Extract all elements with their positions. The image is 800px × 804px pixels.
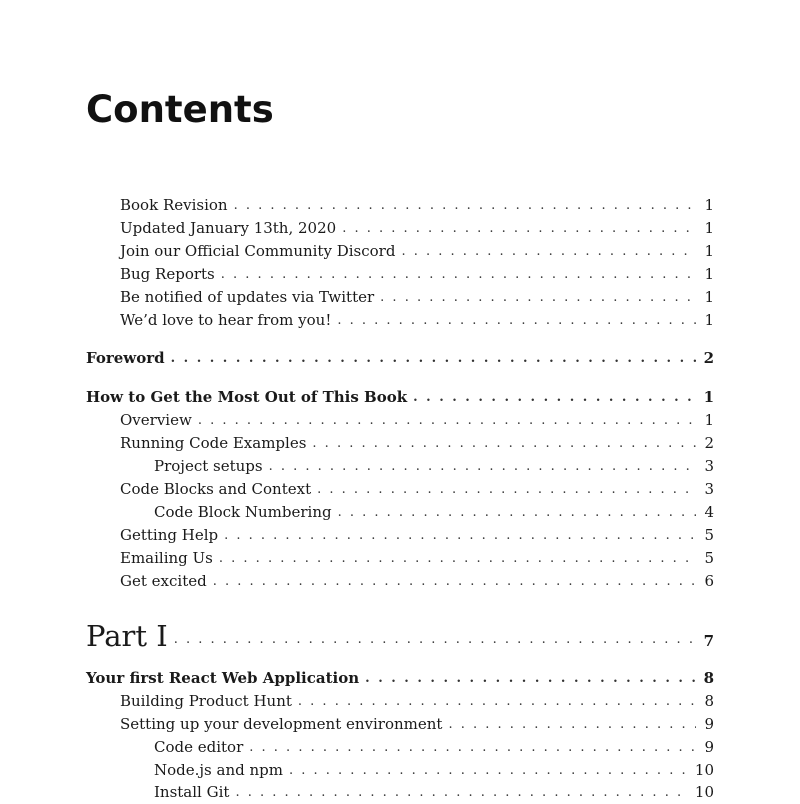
toc-entry-page: 2: [704, 434, 714, 452]
toc-entry-bug-reports[interactable]: [120, 264, 714, 286]
toc-entry-book-revision[interactable]: [120, 195, 714, 217]
dot-leader: [235, 783, 688, 803]
toc-entry-twitter[interactable]: [120, 287, 714, 309]
toc-entry-label: Getting Help: [120, 526, 219, 544]
toc-entry-label: Be notified of updates via Twitter: [120, 288, 375, 306]
dot-leader: [413, 388, 696, 408]
toc-entry-label: Get excited: [120, 572, 207, 590]
toc-entry-label: Code editor: [154, 738, 244, 756]
dot-leader: [234, 196, 696, 216]
toc-entry-discord[interactable]: [120, 241, 714, 263]
dot-leader: [171, 349, 696, 369]
dot-leader: [317, 480, 696, 500]
dot-leader: [224, 526, 696, 546]
toc-entry-getting-help[interactable]: [120, 525, 714, 547]
dot-leader: [213, 572, 696, 592]
toc-entry-page: 1: [704, 219, 714, 237]
dot-leader: [249, 738, 696, 758]
toc-entry-label: Running Code Examples: [120, 434, 307, 452]
toc-entry-label: Install Git: [154, 783, 230, 801]
dot-leader: [298, 692, 696, 712]
toc-entry-how-to-get-most[interactable]: [86, 387, 714, 409]
toc-entry-running-code[interactable]: [120, 433, 714, 455]
toc-entry-dev-environment[interactable]: [120, 714, 714, 736]
dot-leader: [269, 457, 696, 477]
dot-leader: [380, 288, 696, 308]
toc-entry-label: We’d love to hear from you!: [120, 311, 332, 329]
dot-leader: [219, 549, 696, 569]
toc-entry-label: Updated January 13th, 2020: [120, 219, 337, 237]
toc-entry-emailing-us[interactable]: [120, 548, 714, 570]
toc-entry-first-react-app[interactable]: [86, 668, 714, 690]
toc-entry-label: Bug Reports: [120, 265, 215, 283]
toc-entry-code-block-numbering[interactable]: [154, 502, 714, 524]
toc-entry-page: 9: [704, 738, 714, 756]
toc-entry-page: 8: [704, 692, 714, 710]
dot-leader: [365, 669, 696, 689]
toc-entry-label: Your first React Web Application: [86, 669, 360, 687]
toc-entry-label: Overview: [120, 411, 192, 429]
toc-entry-page: 3: [704, 480, 714, 498]
toc-entry-get-excited[interactable]: [120, 571, 714, 593]
toc-entry-building-product-hunt[interactable]: [120, 691, 714, 713]
toc-entry-page: 6: [704, 572, 714, 590]
dot-leader: [338, 503, 696, 523]
toc-entry-nodejs-npm[interactable]: [154, 760, 714, 782]
toc-entry-page: 9: [704, 715, 714, 733]
toc-entry-label: Building Product Hunt: [120, 692, 292, 710]
dot-leader: [312, 434, 696, 454]
toc-entry-project-setups[interactable]: [154, 456, 714, 478]
toc-entry-page: 4: [704, 503, 714, 521]
toc-entry-label: Part I: [86, 619, 168, 653]
toc-entry-label: Emailing Us: [120, 549, 213, 567]
toc-entry-page: 10: [694, 761, 714, 779]
toc-entry-updated[interactable]: [120, 218, 714, 240]
toc-entry-page: 3: [704, 457, 714, 475]
dot-leader: [221, 265, 696, 285]
toc-entry-page: 1: [704, 242, 714, 260]
page-title: Contents: [86, 88, 274, 131]
toc-entry-page: 8: [703, 669, 714, 687]
toc-entry-part-1[interactable]: [86, 618, 714, 661]
toc-entry-page: 7: [703, 632, 714, 650]
toc-entry-label: How to Get the Most Out of This Book: [86, 388, 408, 406]
toc-entry-page: 1: [704, 196, 714, 214]
toc-entry-page: 2: [703, 349, 714, 367]
toc-entry-page: 5: [704, 526, 714, 544]
toc-entry-page: 1: [704, 411, 714, 429]
toc-entry-label: Book Revision: [120, 196, 228, 214]
toc-entry-label: Foreword: [86, 349, 165, 367]
toc-entry-code-editor[interactable]: [154, 737, 714, 759]
toc-entry-page: 1: [703, 388, 714, 406]
toc-entry-hear-from-you[interactable]: [120, 310, 714, 332]
toc-entry-install-git[interactable]: [154, 782, 714, 804]
toc-entry-code-blocks[interactable]: [120, 479, 714, 501]
toc-entry-label: Setting up your development environment: [120, 715, 443, 733]
dot-leader: [448, 715, 696, 735]
dot-leader: [337, 311, 696, 331]
toc-entry-page: 10: [694, 783, 714, 801]
toc-entry-label: Code Blocks and Context: [120, 480, 312, 498]
toc-entry-label: Join our Official Community Discord: [120, 242, 396, 260]
toc-entry-page: 1: [704, 311, 714, 329]
dot-leader: [174, 622, 696, 658]
toc-entry-label: Node.js and npm: [154, 761, 283, 779]
toc-entry-foreword[interactable]: [86, 348, 714, 370]
dot-leader: [401, 242, 696, 262]
toc-entry-page: 1: [704, 288, 714, 306]
toc-entry-page: 5: [704, 549, 714, 567]
toc-entry-label: Project setups: [154, 457, 263, 475]
toc-entry-label: Code Block Numbering: [154, 503, 332, 521]
dot-leader: [198, 411, 696, 431]
dot-leader: [289, 761, 689, 781]
dot-leader: [342, 219, 696, 239]
toc-entry-overview[interactable]: [120, 410, 714, 432]
toc-entry-page: 1: [704, 265, 714, 283]
